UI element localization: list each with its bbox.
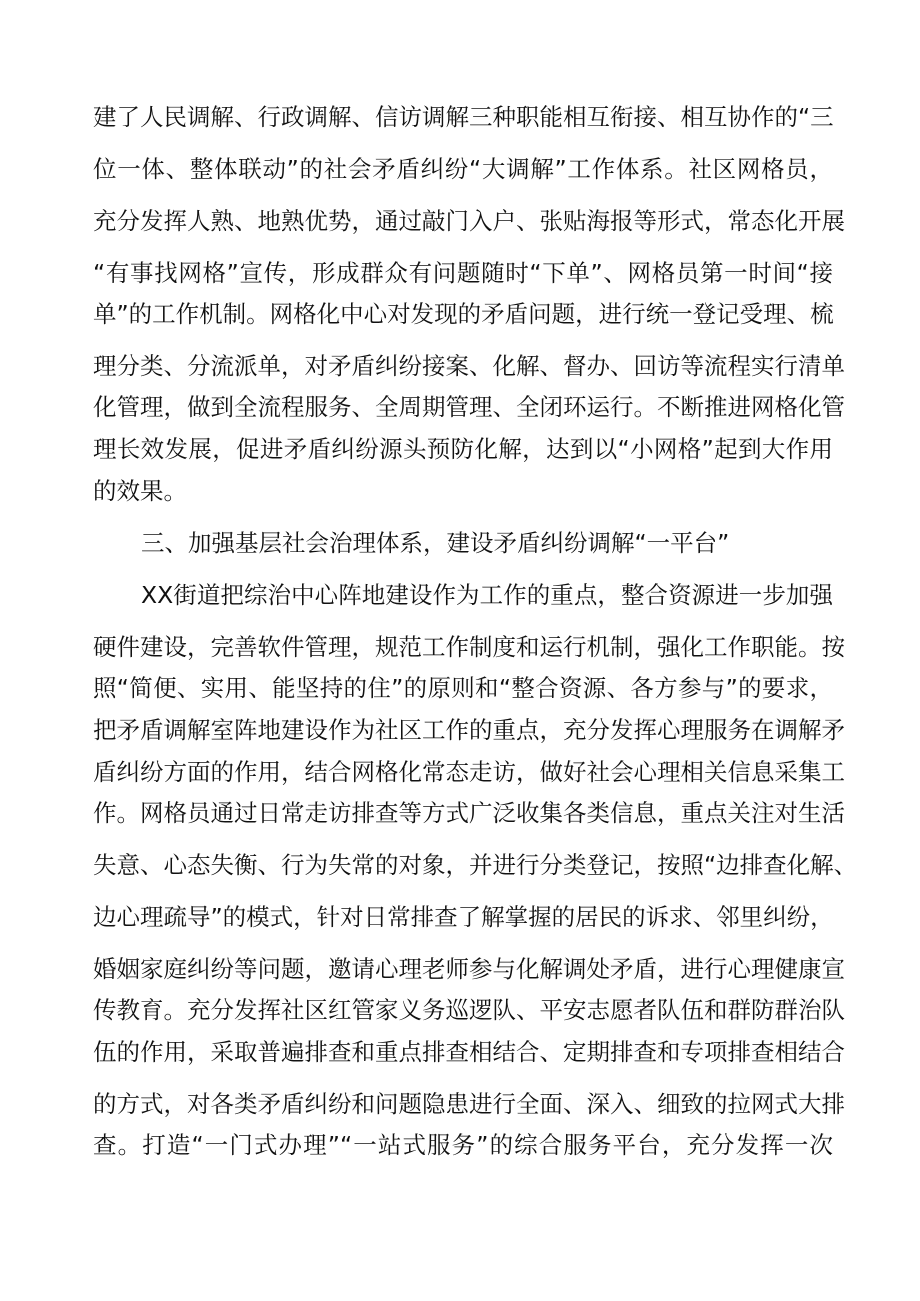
paragraph-line: 失意、心态失衡、行为失常的对象，并进行分类登记，按照“边排查化解、: [93, 851, 858, 879]
paragraph-line: 传教育。充分发挥社区红管家义务巡逻队、平安志愿者队伍和群防群治队: [93, 996, 845, 1024]
paragraph-line: 硬件建设，完善软件管理，规范工作制度和运行机制，强化工作职能。按: [93, 633, 845, 661]
paragraph-line: 把矛盾调解室阵地建设作为社区工作的重点，充分发挥心理服务在调解矛: [93, 716, 845, 744]
paragraph-line: “有事找网格”宣传，形成群众有问题随时“下单”、网格员第一时间“接: [93, 259, 833, 287]
paragraph-line: 理分类、分流派单，对矛盾纠纷接案、化解、督办、回访等流程实行清单: [93, 352, 845, 380]
paragraph-line: 位一体、整体联动”的社会矛盾纠纷“大调解”工作体系。社区网格员，: [93, 155, 833, 183]
paragraph-line: 查。打造“一门式办理”“一站式服务”的综合服务平台，充分发挥一次: [93, 1131, 833, 1159]
paragraph-line: 照“简便、实用、能坚持的住”的原则和“整合资源、各方参与”的要求，: [93, 674, 833, 702]
paragraph-line: 化管理，做到全流程服务、全周期管理、全闭环运行。不断推进网格化管: [93, 393, 845, 421]
paragraph-line: 作。网格员通过日常走访排查等方式广泛收集各类信息，重点关注对生活: [93, 799, 845, 827]
paragraph-line: 单”的工作机制。网格化中心对发现的矛盾问题，进行统一登记受理、梳: [93, 300, 834, 328]
paragraph-line: 边心理疏导”的模式，针对日常排查了解掌握的居民的诉求、邻里纠纷，: [93, 903, 834, 931]
section-heading: 三、加强基层社会治理体系，建设矛盾纠纷调解“一平台”: [141, 529, 730, 557]
paragraph-line: 充分发挥人熟、地熟优势，通过敲门入户、张贴海报等形式，常态化开展: [93, 207, 845, 235]
paragraph-line: 建了人民调解、行政调解、信访调解三种职能相互衔接、相互协作的“三: [93, 103, 834, 131]
paragraph-line: 的方式，对各类矛盾纠纷和问题隐患进行全面、深入、细致的拉网式大排: [93, 1090, 845, 1118]
paragraph-line: 婚姻家庭纠纷等问题，邀请心理老师参与化解调处矛盾，进行心理健康宣: [93, 955, 845, 983]
paragraph-line: 伍的作用，采取普遍排查和重点排查相结合、定期排查和专项排查相结合: [93, 1038, 845, 1066]
paragraph-line: XX街道把综治中心阵地建设作为工作的重点，整合资源进一步加强: [141, 581, 833, 609]
paragraph-line: 的效果。: [93, 477, 187, 505]
paragraph-line: 理长效发展，促进矛盾纠纷源头预防化解，达到以“小网格”起到大作用: [93, 435, 833, 463]
paragraph-line: 盾纠纷方面的作用，结合网格化常态走访，做好社会心理相关信息采集工: [93, 758, 845, 786]
